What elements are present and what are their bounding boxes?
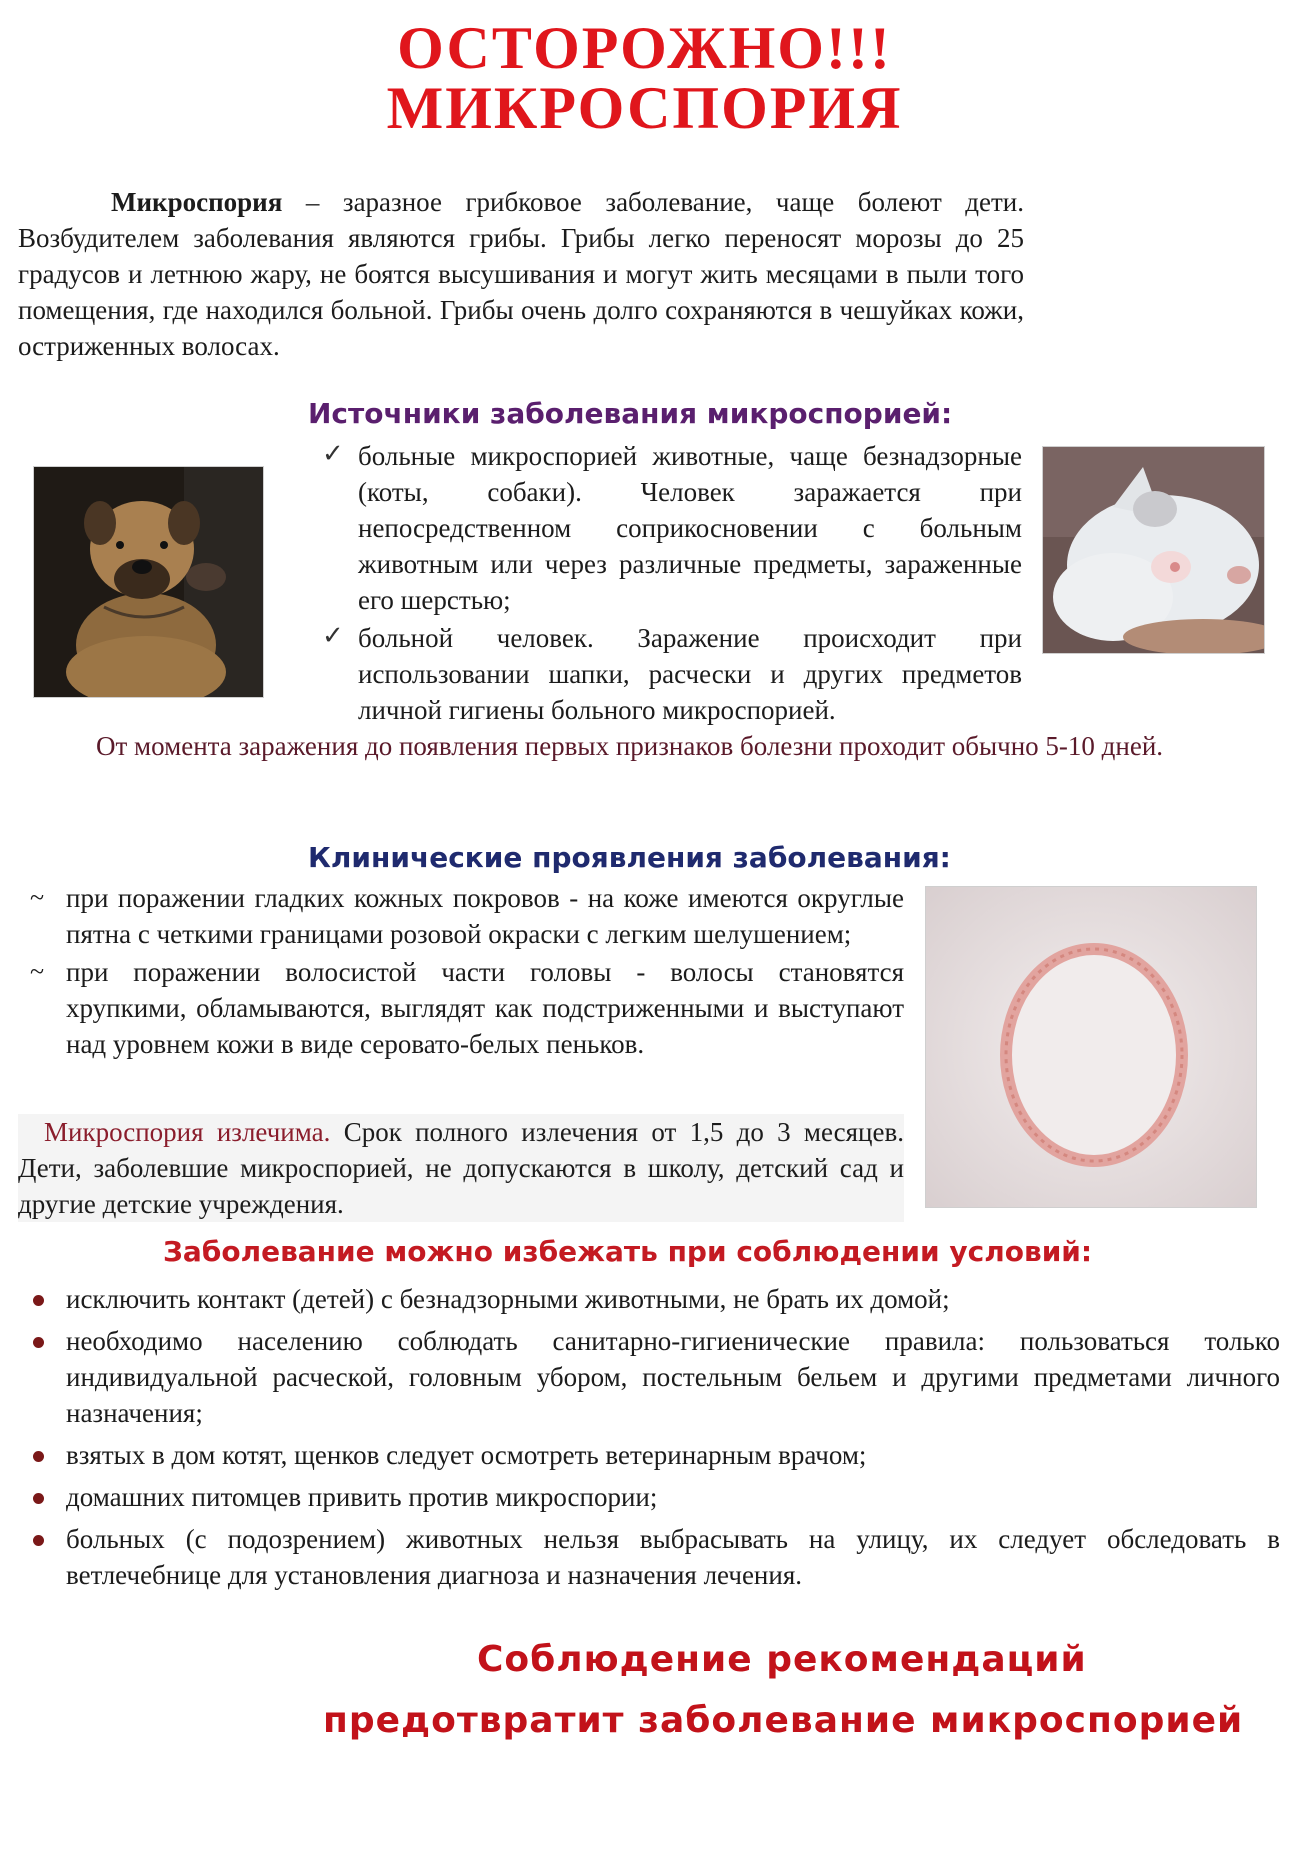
intro-paragraph [18,184,1024,364]
list-item [66,1479,1280,1515]
dot-bullet-icon [33,1535,44,1546]
curable-text: Срок полного излечения от 1,5 до 3 месяцев. Дети, заболевшие микроспорией, не допускаются в школу, детский сад и другие детские учреждения. [18,1117,904,1219]
list-item [66,1437,1280,1473]
intro-term: Микроспория [111,187,283,217]
prevention-text-3: взятых в дом котят, щенков следует осмотреть ветеринарным врачом; [66,1440,867,1470]
intro-text: – заразное грибковое заболевание, чаще болеют дети. Возбудителем заболевания являются грибы. Грибы легко переносят морозы до 25 градусов и летнюю жару, не боятся высушивания и могут жить месяцами в пыли того помещения, где находился больной. Грибы очень долго сохраняются в чешуйках кожи, остриженных волосах. [18,187,1024,361]
cat-photo [1042,446,1265,654]
prevention-heading: Заболевание можно избежать при соблюдении условий: [163,1235,1093,1268]
dot-bullet-icon [33,1493,44,1504]
skin-lesion-photo [925,886,1257,1208]
source-text-2: больной человек. Заражение происходит при использовании шапки, расчески и других предметов личной гигиены больного микроспорией. [358,623,1022,725]
list-item [30,880,904,952]
sources-list [322,438,1022,728]
dog-photo [33,466,264,698]
list-item [66,1521,1280,1593]
prevention-text-5: больных (с подозрением) животных нельзя выбрасывать на улицу, их следует обследовать в ветлечебнице для установления диагноза и назначения лечения. [66,1524,1280,1590]
sources-heading: Источники заболевания микроспорией: [308,397,953,430]
checkmark-icon: ✓ [322,439,344,468]
curable-lead: Микроспория излечима. [44,1117,331,1147]
clinical-text-1: при поражении гладких кожных покровов - на коже имеются округлые пятна с четкими границами розовой окраски с легким шелушением; [66,883,904,949]
curable-paragraph [18,1114,904,1222]
list-item [66,1281,1280,1317]
dog-illustration [34,467,263,697]
lesion-illustration [926,887,1256,1207]
tilde-bullet-icon: ~ [30,883,45,912]
prevention-text-4: домашних питомцев привить против микроспории; [66,1482,658,1512]
title-line-1: ОСТОРОЖНО!!! [397,15,892,81]
slogan-line-1: Соблюдение рекомендаций [477,1639,1087,1680]
prevention-text-1: исключить контакт (детей) с безнадзорными животными, не брать их домой; [66,1284,950,1314]
list-item [322,438,1022,618]
source-text-1: больные микроспорией животные, чаще безнадзорные (коты, собаки). Человек заражается при непосредственном соприкосновении с больным животным или через различные предметы, зараженные его шерстью; [358,441,1022,615]
checkmark-icon: ✓ [322,621,344,650]
cat-illustration [1043,447,1264,653]
list-item [30,954,904,1062]
list-item [66,1323,1280,1431]
incubation-paragraph: От момента заражения до появления первых признаков болезни проходит обычно 5-10 дней. [96,731,1164,761]
clinical-text-2: при поражении волосистой части головы - волосы становятся хрупкими, обламываются, выглядят как подстриженными и выступают над уровнем кожи в виде серовато-белых пеньков. [66,957,904,1059]
dot-bullet-icon [33,1337,44,1348]
prevention-text-2: необходимо населению соблюдать санитарно-гигиенические правила: пользоваться только индивидуальной расческой, головным убором, постельным бельем и другими предметами личного назначения; [66,1326,1280,1428]
prevention-list [66,1281,1280,1593]
clinical-list [30,880,904,1062]
slogan-line-2: предотвратит заболевание микроспорией [323,1700,1244,1741]
dot-bullet-icon [33,1451,44,1462]
tilde-bullet-icon: ~ [30,957,45,986]
title-line-2: МИКРОСПОРИЯ [386,75,903,141]
list-item [322,620,1022,728]
dot-bullet-icon [33,1295,44,1306]
clinical-heading: Клинические проявления заболевания: [308,841,951,874]
